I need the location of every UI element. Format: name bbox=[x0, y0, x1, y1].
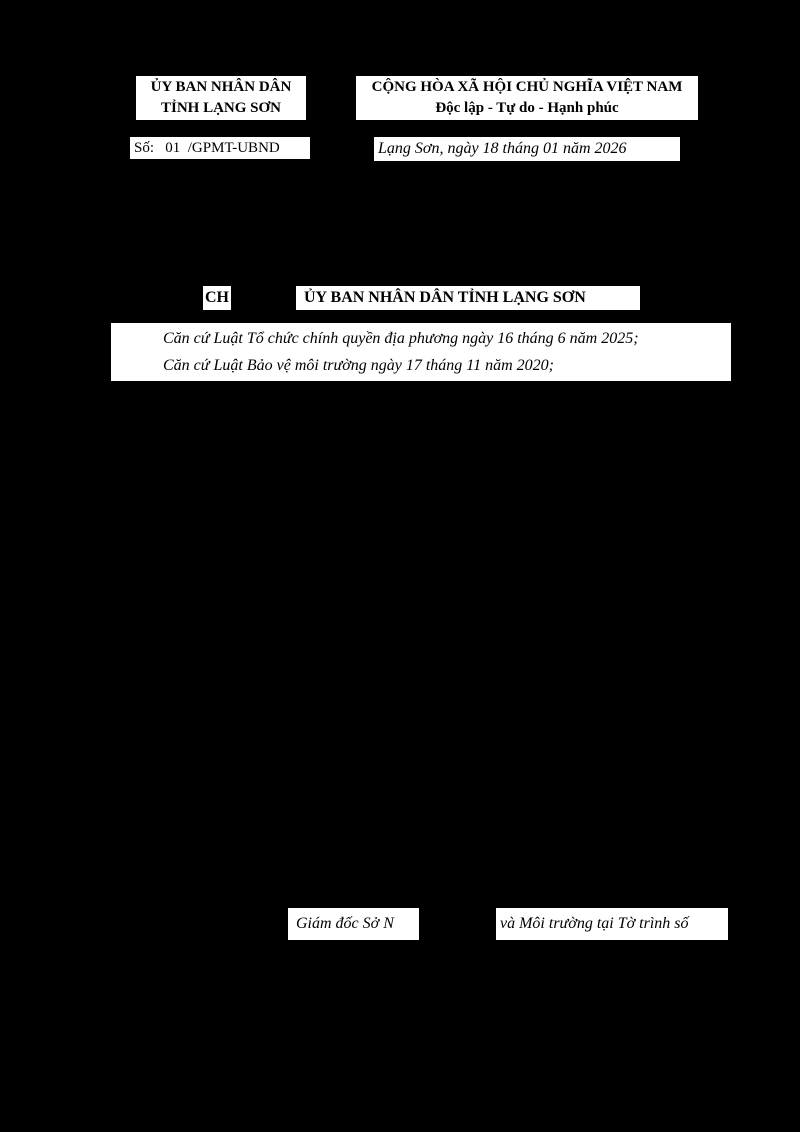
document-number bbox=[130, 137, 310, 159]
motto-text: Độc lập - Tự do - Hạnh phúc bbox=[435, 100, 619, 116]
place-and-date: Lạng Sơn, ngày 18 tháng 01 năm 2026 bbox=[374, 137, 680, 161]
legal-basis-item: Căn cứ Luật Tổ chức chính quyền địa phương ngày 16 tháng 6 năm 2025; bbox=[163, 330, 639, 347]
legal-basis bbox=[111, 323, 731, 381]
legal-basis-item: Căn cứ Luật Bảo vệ môi trường ngày 17 tháng 11 năm 2020; bbox=[163, 357, 554, 374]
agency-name-line2: TỈNH LẠNG SƠN bbox=[160, 100, 282, 116]
authority-heading-prefix: CH bbox=[203, 286, 231, 310]
authority-heading-name: ỦY BAN NHÂN DÂN TỈNH LẠNG SƠN bbox=[296, 286, 640, 310]
agency-name-line1: ỦY BAN NHÂN DÂN bbox=[150, 79, 292, 95]
national-motto bbox=[356, 76, 698, 120]
document-number-label: Số: bbox=[134, 140, 155, 156]
proposal-text-fragment: và Môi trường tại Tờ trình số bbox=[496, 908, 728, 940]
document-number-value: 01 bbox=[165, 140, 181, 156]
issuing-agency bbox=[136, 76, 306, 120]
country-name: CỘNG HÒA XÃ HỘI CHỦ NGHĨA VIỆT NAM bbox=[371, 79, 683, 95]
document-number-suffix: /GPMT-UBND bbox=[187, 140, 280, 156]
proposal-text-fragment: Giám đốc Sở N bbox=[288, 908, 419, 940]
